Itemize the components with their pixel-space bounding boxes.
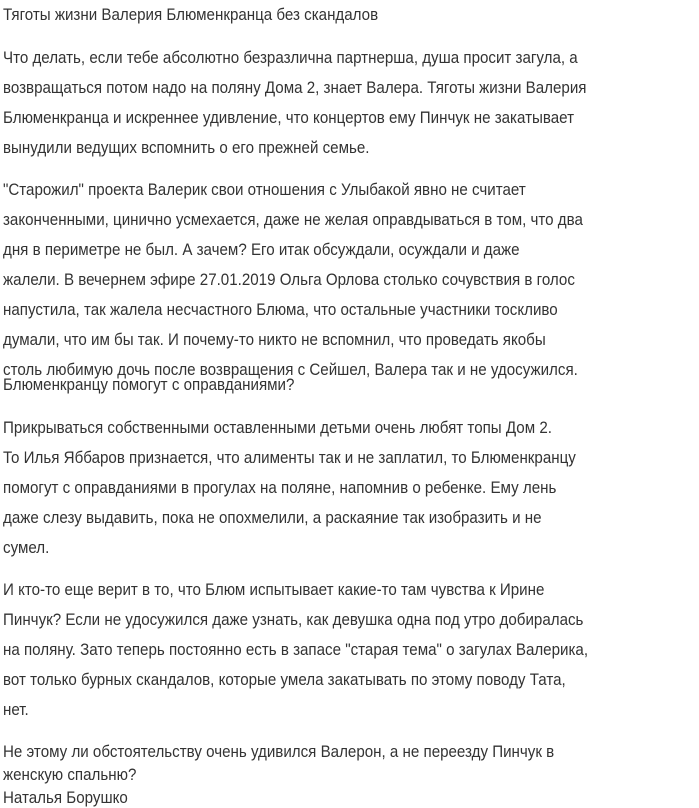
paragraph-line: жалели. В вечернем эфире 27.01.2019 Ольга Орлова столько сочувствия в голос: [3, 270, 575, 289]
paragraph-line: женскую спальню?: [3, 765, 137, 784]
paragraph-line: вот только бурных скандалов, которые умела закатывать по этому поводу Тата,: [3, 670, 566, 689]
author-signature: Наталья Борушко: [3, 788, 128, 807]
article-title: Тяготы жизни Валерия Блюменкранца без скандалов: [3, 5, 379, 24]
paragraph-line: дня в периметре не был. А зачем? Его итак обсуждали, осуждали и даже: [3, 240, 520, 259]
paragraph-line: помогут с оправданиями в прогулах на поляне, напомнив о ребенке. Ему лень: [3, 478, 557, 497]
paragraph-line: Пинчук? Если не удосужился даже узнать, как девушка одна под утро добиралась: [3, 610, 584, 629]
paragraph-line: законченными, цинично усмехается, даже не желая оправдываться в том, что два: [3, 210, 583, 229]
paragraph-line: столь любимую дочь после возвращения с Сейшел, Валера так и не удосужился.: [3, 360, 578, 379]
paragraph-line: на поляну. Зато теперь постоянно есть в запасе "старая тема" о загулах Валерика,: [3, 640, 589, 659]
paragraph-line: думали, что им бы так. И почему-то никто не вспомнил, что проведать якобы: [3, 330, 546, 349]
paragraph-line: Прикрываться собственными оставленными детьми очень любят топы Дом 2.: [3, 418, 552, 437]
paragraph-line: Не этому ли обстоятельству очень удивился Валерон, а не переезду Пинчук в: [3, 742, 555, 761]
paragraph-line: вынудили ведущих вспомнить о его прежней семье.: [3, 138, 370, 157]
paragraph-line: Блюменкранца и искреннее удивление, что концертов ему Пинчук не закатывает: [3, 108, 575, 127]
paragraph-line: То Илья Яббаров признается, что алименты так и не заплатил, то Блюменкранцу: [3, 448, 576, 467]
paragraph-line: напустила, так жалела несчастного Блюма, что остальные участники тоскливо: [3, 300, 558, 319]
paragraph-line: сумел.: [3, 538, 50, 557]
paragraph-line: И кто-то еще верит в то, что Блюм испытывает какие-то там чувства к Ирине: [3, 580, 545, 599]
paragraph-line: "Старожил" проекта Валерик свои отношения с Улыбакой явно не считает: [3, 180, 526, 199]
subheading-line: Блюменкранцу помогут с оправданиями?: [3, 375, 295, 394]
paragraph-line: возвращаться потом надо на поляну Дома 2, знает Валера. Тяготы жизни Валерия: [3, 78, 587, 97]
paragraph-line: даже слезу выдавить, пока не опохмелили, а раскаяние так изобразить и не: [3, 508, 542, 527]
paragraph-line: Что делать, если тебе абсолютно безразлична партнерша, душа просит загула, а: [3, 48, 578, 67]
paragraph-line: нет.: [3, 700, 29, 719]
